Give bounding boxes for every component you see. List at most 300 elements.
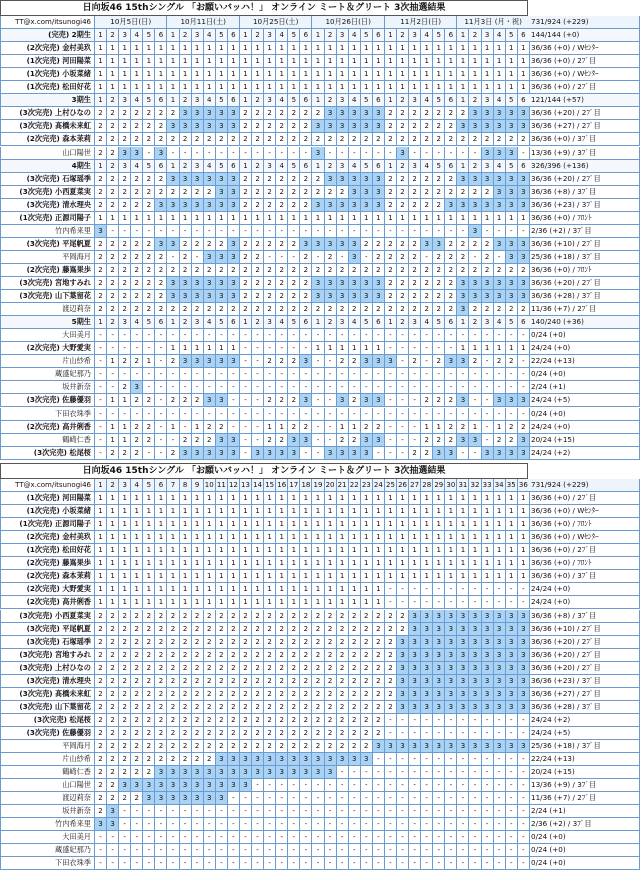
slot-cell: 3 [337,160,349,173]
slot-cell: 1 [482,55,494,68]
member-row [0,623,640,636]
slot-cell: 3 [180,447,192,460]
member-name: (3次完売) 山下葉留花 [0,701,95,714]
slot-cell: 2 [240,120,252,133]
slot-cell: 3 [433,447,445,460]
slot-cell: 2 [143,662,155,675]
slot-cell: 1 [506,518,518,531]
member-name: (2次完売) 大野愛実 [0,342,95,355]
slot-cell: 2 [312,303,324,316]
slot-cell: 1 [131,55,143,68]
slot-cell: 2 [95,277,107,290]
slot-cell: - [180,805,192,818]
slot-cell: 3 [361,199,373,212]
slot-cell: - [518,805,530,818]
slot-cell: 2 [264,394,276,407]
slot-cell: 2 [337,264,349,277]
slot-number: 34 [494,479,506,492]
slot-cell: - [506,857,518,870]
member-name: (3次完売) 小西夏菜実 [0,186,95,199]
slot-cell: 2 [433,303,445,316]
slot-cell: 3 [361,447,373,460]
member-row [0,531,640,544]
slot-cell: - [204,368,216,381]
slot-cell: 1 [143,570,155,583]
slot-cell: - [288,408,300,421]
slot-cell: 2 [482,133,494,146]
slot-cell: 1 [264,505,276,518]
slot-cell: 2 [276,120,288,133]
slot-cell: - [288,831,300,844]
slot-cell: 1 [349,55,361,68]
slot-cell: - [469,805,481,818]
slot-cell: - [397,368,409,381]
member-row [0,133,640,146]
slot-cell: 3 [240,753,252,766]
slot-cell: 2 [385,199,397,212]
slot-cell: 3 [264,29,276,42]
slot-cell: - [167,818,179,831]
slot-cell: 1 [180,492,192,505]
slot-cell: 2 [228,688,240,701]
slot-cell: 2 [300,120,312,133]
slot-cell: 2 [397,623,409,636]
slot-cell: 3 [482,29,494,42]
slot-cell: - [143,831,155,844]
slot-cell: 1 [240,557,252,570]
slot-cell: - [288,147,300,160]
slot-cell: - [494,368,506,381]
member-row [0,753,640,766]
slot-cell: - [482,583,494,596]
member-name: (3次完売) 松尾桜 [0,447,95,460]
slot-cell: - [494,714,506,727]
slot-cell: 2 [397,238,409,251]
slot-cell: 1 [349,518,361,531]
slot-cell: - [445,766,457,779]
slot-cell: 2 [204,238,216,251]
slot-cell: 1 [361,81,373,94]
member-row [0,688,640,701]
slot-cell: 4 [131,29,143,42]
slot-cell: - [494,857,506,870]
slot-cell: - [276,368,288,381]
slot-cell: 2 [506,264,518,277]
slot-cell: 3 [494,447,506,460]
slot-cell: 1 [409,492,421,505]
slot-cell: 2 [95,120,107,133]
member-name: 下田衣珠季 [0,857,95,870]
slot-cell: 2 [119,277,131,290]
slot-cell: 2 [445,434,457,447]
slot-cell: 3 [421,662,433,675]
slot-cell: 3 [155,238,167,251]
slot-cell: 2 [349,394,361,407]
slot-cell: 2 [240,675,252,688]
slot-cell: 3 [469,740,481,753]
slot-cell: 3 [349,447,361,460]
slot-cell: 1 [433,81,445,94]
slot-cell: - [457,583,469,596]
slot-cell: 2 [373,251,385,264]
slot-cell: 1 [445,212,457,225]
slot-cell: 2 [385,238,397,251]
slot-cell: 2 [433,434,445,447]
slot-cell: 1 [180,557,192,570]
slot-cell: 1 [312,505,324,518]
slot-cell: 1 [264,42,276,55]
slot-cell: - [264,844,276,857]
slot-cell: - [107,225,119,238]
slot-cell: 1 [337,55,349,68]
slot-cell: 3 [409,662,421,675]
slot-cell: - [457,844,469,857]
member-name: (3次完売) 石塚瑶季 [0,173,95,186]
slot-cell: - [264,792,276,805]
slot-cell: 2 [385,277,397,290]
slot-cell: 2 [228,740,240,753]
slot-cell: 1 [228,342,240,355]
slot-cell: - [421,329,433,342]
slot-cell: - [445,727,457,740]
slot-cell: 2 [143,251,155,264]
result-summary: 36/36 (+27) / 2ﾌﾞ目 [528,120,640,133]
slot-cell: - [421,368,433,381]
slot-cell: - [264,408,276,421]
slot-cell: - [506,714,518,727]
slot-cell: 4 [349,94,361,107]
slot-cell: - [494,792,506,805]
slot-cell: 1 [228,557,240,570]
slot-cell: 1 [421,492,433,505]
slot-cell: 3 [167,173,179,186]
slot-cell: 2 [192,238,204,251]
slot-cell: 1 [457,160,469,173]
slot-cell: 1 [361,342,373,355]
slot-number: 35 [506,479,518,492]
slot-cell: 1 [143,583,155,596]
slot-cell: - [276,844,288,857]
slot-cell: 1 [312,570,324,583]
slot-cell: 2 [204,303,216,316]
slot-cell: 2 [252,94,264,107]
slot-cell: 1 [180,505,192,518]
slot-cell: 2 [385,173,397,186]
slot-cell: 2 [494,355,506,368]
slot-cell: 5 [506,29,518,42]
slot-cell: 2 [312,133,324,146]
slot-cell: 1 [361,518,373,531]
slot-cell: 1 [433,212,445,225]
slot-cell: 1 [397,492,409,505]
slot-cell: 2 [457,421,469,434]
slot-cell: 1 [167,29,179,42]
slot-cell: 2 [143,434,155,447]
slot-cell: - [192,225,204,238]
slot-cell: - [240,394,252,407]
slot-cell: 1 [312,518,324,531]
slot-cell: - [252,225,264,238]
slot-cell: 2 [131,421,143,434]
slot-cell: - [385,394,397,407]
slot-cell: 4 [204,29,216,42]
slot-cell: - [409,753,421,766]
slot-cell: 2 [385,264,397,277]
slot-cell: - [361,766,373,779]
slot-cell: 1 [469,68,481,81]
result-summary: 36/36 (+10) / 2ﾌﾞ目 [528,238,640,251]
slot-cell: 2 [276,264,288,277]
slot-cell: - [494,381,506,394]
slot-number: 2 [107,479,119,492]
slot-cell: 1 [482,531,494,544]
slot-cell: - [252,421,264,434]
slot-cell: 1 [445,544,457,557]
slot-cell: - [252,844,264,857]
slot-cell: 5 [143,316,155,329]
member-row [0,701,640,714]
slot-cell: 3 [397,688,409,701]
slot-cell: 2 [264,649,276,662]
slot-cell: - [131,408,143,421]
slot-cell: 2 [155,290,167,303]
slot-cell: 1 [457,42,469,55]
slot-cell: 1 [337,342,349,355]
slot-cell: 1 [288,557,300,570]
slot-cell: - [433,342,445,355]
slot-cell: 1 [385,518,397,531]
slot-cell: 2 [373,303,385,316]
slot-cell: 2 [264,133,276,146]
slot-cell: 1 [107,434,119,447]
slot-cell: 2 [349,701,361,714]
slot-cell: - [155,844,167,857]
slot-cell: 2 [409,238,421,251]
member-row [0,355,640,368]
slot-cell: 3 [518,610,530,623]
slot-cell: - [300,147,312,160]
slot-cell: 1 [457,94,469,107]
slot-cell: 2 [252,29,264,42]
member-row [0,368,640,381]
slot-cell: - [482,831,494,844]
slot-cell: 1 [337,570,349,583]
slot-cell: 3 [397,147,409,160]
slot-cell: 2 [180,186,192,199]
slot-cell: - [409,329,421,342]
slot-cell: 2 [252,649,264,662]
slot-cell: 2 [264,355,276,368]
slot-cell: 3 [445,675,457,688]
slot-cell: - [325,394,337,407]
slot-cell: 1 [131,570,143,583]
member-name: (1次完売) 河田陽菜 [0,492,95,505]
slot-cell: 1 [349,557,361,570]
slot-cell: 2 [469,355,481,368]
slot-cell: - [433,805,445,818]
slot-cell: 2 [312,714,324,727]
slot-cell: 3 [228,238,240,251]
slot-cell: - [167,805,179,818]
slot-cell: - [264,147,276,160]
slot-cell: 3 [337,107,349,120]
slot-cell: 2 [95,264,107,277]
slot-cell: - [409,421,421,434]
date-header: 10月25日(土) [240,16,312,29]
slot-cell: 1 [337,492,349,505]
slot-cell: 1 [325,557,337,570]
slot-cell: 3 [482,701,494,714]
slot-cell: 2 [506,303,518,316]
slot-cell: - [252,831,264,844]
slot-cell: - [155,355,167,368]
slot-cell: 2 [192,394,204,407]
slot-cell: 1 [409,531,421,544]
slot-cell: 2 [131,688,143,701]
slot-cell: 2 [397,160,409,173]
slot-cell: 3 [131,779,143,792]
slot-cell: - [385,408,397,421]
member-name: 山口陽世 [0,779,95,792]
slot-cell: 2 [349,688,361,701]
slot-cell: - [276,381,288,394]
slot-cell: 3 [433,740,445,753]
slot-cell: 2 [143,740,155,753]
slot-cell: 3 [312,120,324,133]
slot-cell: 2 [240,277,252,290]
slot-cell: 1 [385,94,397,107]
slot-cell: 1 [276,583,288,596]
slot-cell: 2 [288,675,300,688]
slot-cell: 2 [469,264,481,277]
slot-cell: 3 [228,186,240,199]
slot-cell: 2 [192,636,204,649]
slot-cell: - [119,831,131,844]
date-header: 11月3日 (月・祝) [457,16,529,29]
slot-cell: - [264,225,276,238]
slot-cell: - [325,421,337,434]
slot-cell: 2 [204,434,216,447]
slot-cell: - [143,381,155,394]
slot-cell: 2 [204,610,216,623]
slot-cell: 2 [361,238,373,251]
slot-cell: - [155,381,167,394]
slot-cell: - [167,434,179,447]
slot-cell: 1 [385,557,397,570]
slot-cell: 1 [300,505,312,518]
slot-cell: - [143,329,155,342]
slot-cell: 4 [276,160,288,173]
slot-cell: - [216,408,228,421]
slot-cell: 2 [107,753,119,766]
slot-number: 36 [518,479,530,492]
slot-cell: - [494,831,506,844]
slot-cell: 2 [119,610,131,623]
slot-cell: 3 [180,355,192,368]
slot-cell: 1 [119,421,131,434]
slot-cell: 2 [361,675,373,688]
member-row [0,675,640,688]
slot-cell: 1 [288,596,300,609]
slot-cell: - [240,792,252,805]
slot-cell: - [180,368,192,381]
slot-cell: 1 [119,68,131,81]
slot-cell: 1 [143,55,155,68]
slot-cell: 1 [469,557,481,570]
slot-cell: 3 [469,277,481,290]
slot-cell: 2 [252,662,264,675]
slot-cell: 2 [421,133,433,146]
slot-cell: 3 [349,251,361,264]
slot-cell: 1 [167,81,179,94]
slot-cell: 2 [325,740,337,753]
slot-cell: 2 [131,662,143,675]
slot-cell: 1 [167,596,179,609]
slot-cell: 1 [95,492,107,505]
slot-cell: 2 [167,264,179,277]
slot-cell: 1 [469,544,481,557]
slot-cell: 2 [119,753,131,766]
slot-cell: 3 [469,199,481,212]
slot-cell: 2 [252,173,264,186]
slot-cell: 2 [131,394,143,407]
slot-cell: 1 [264,81,276,94]
slot-cell: 2 [180,394,192,407]
slot-cell: - [155,368,167,381]
slot-cell: 3 [361,186,373,199]
slot-cell: - [349,805,361,818]
slot-cell: - [252,818,264,831]
slot-cell: 2 [252,277,264,290]
slot-cell: - [155,408,167,421]
slot-cell: 4 [494,316,506,329]
slot-cell: 1 [373,557,385,570]
slot-cell: 1 [192,212,204,225]
slot-cell: 2 [131,186,143,199]
slot-cell: 2 [119,355,131,368]
slot-cell: 2 [252,727,264,740]
slot-cell: - [518,381,530,394]
member-row [0,81,640,94]
slot-cell: 2 [192,753,204,766]
slot-cell: 1 [469,505,481,518]
slot-cell: 2 [95,714,107,727]
member-name: (3次完売) 石塚瑶季 [0,636,95,649]
slot-cell: 2 [204,636,216,649]
slot-cell: 2 [337,727,349,740]
slot-cell: - [469,844,481,857]
slot-cell: - [518,818,530,831]
slot-cell: 3 [119,147,131,160]
slot-cell: 3 [312,766,324,779]
slot-cell: 2 [143,727,155,740]
slot-cell: - [518,147,530,160]
slot-cell: 2 [264,303,276,316]
slot-cell: 1 [131,81,143,94]
slot-cell: 4 [204,316,216,329]
slot-cell: 2 [337,610,349,623]
slot-cell: 2 [385,251,397,264]
slot-cell: 1 [300,492,312,505]
slot-cell: 3 [409,316,421,329]
slot-cell: 2 [337,636,349,649]
slot-cell: 3 [119,160,131,173]
slot-cell: - [469,381,481,394]
slot-cell: 1 [107,81,119,94]
slot-cell: 2 [95,727,107,740]
slot-cell: - [445,329,457,342]
slot-cell: - [312,394,324,407]
